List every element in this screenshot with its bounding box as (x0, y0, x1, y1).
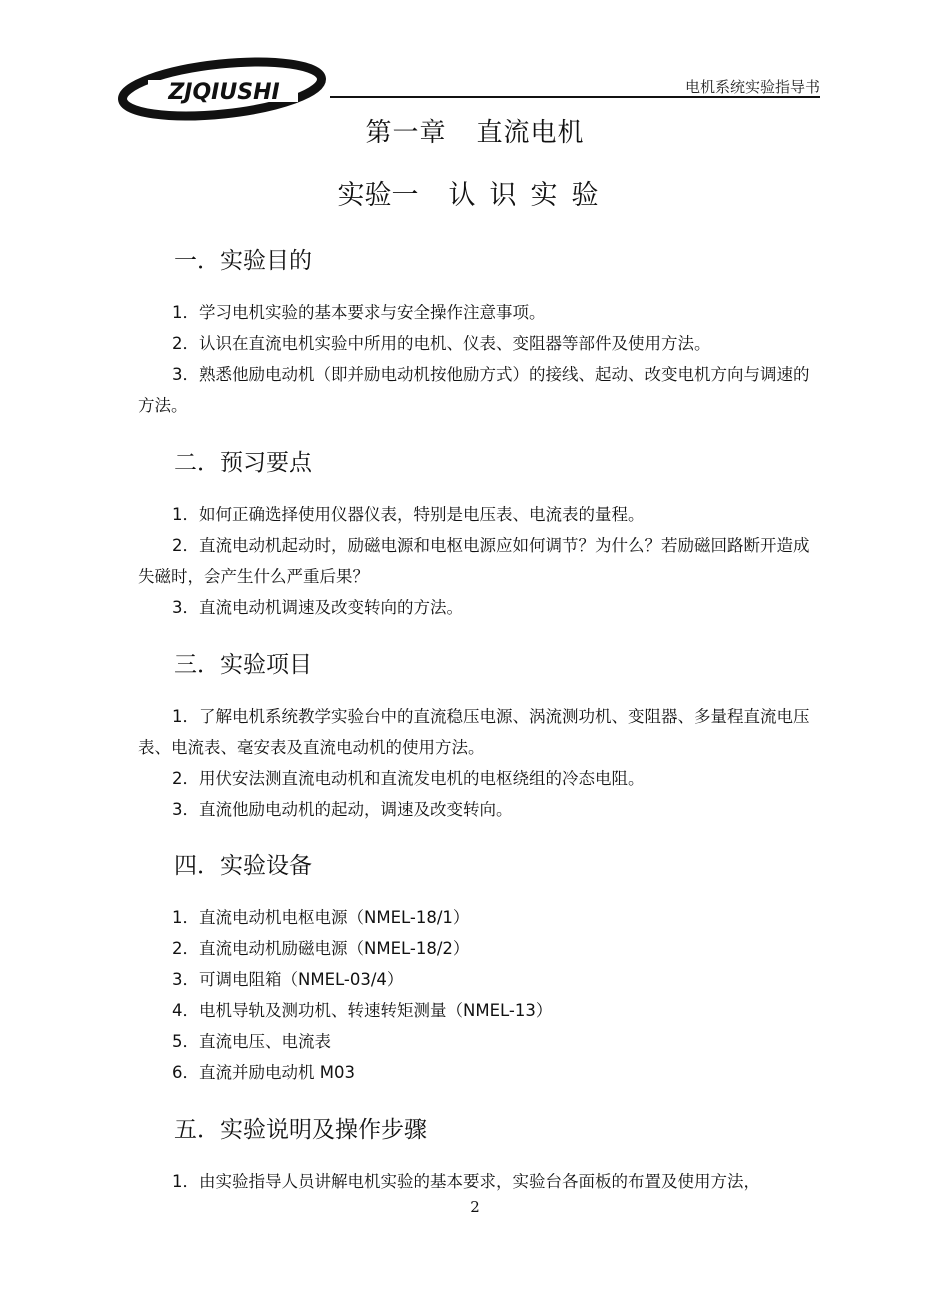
paragraph: 2．直流电动机起动时，励磁电源和电枢电源应如何调节？为什么？若励磁回路断开造成失磁时，会产生什么严重后果？ (138, 536, 810, 586)
section-heading: 二．预习要点 (174, 450, 312, 476)
paragraph: 2．认识在直流电机实验中所用的电机、仪表、变阻器等部件及使用方法。 (172, 334, 711, 353)
equipment-item: 3．可调电阻箱（NMEL-03/4） (172, 970, 404, 989)
paragraph: 3．熟悉他励电动机（即并励电动机按他励方式）的接线、起动、改变电机方向与调速的方法。 (138, 365, 810, 415)
paragraph: 2．用伏安法测直流电动机和直流发电机的电枢绕组的冷态电阻。 (172, 769, 645, 788)
paragraph: 1．如何正确选择使用仪器仪表，特别是电压表、电流表的量程。 (172, 505, 645, 524)
paragraph: 1．学习电机实验的基本要求与安全操作注意事项。 (172, 303, 546, 322)
equipment-item: 6．直流并励电动机 M03 (172, 1063, 355, 1082)
section-heading: 三．实验项目 (174, 652, 312, 678)
paragraph: 3．直流电动机调速及改变转向的方法。 (172, 598, 463, 617)
section-heading: 四．实验设备 (174, 853, 312, 879)
header-rule (330, 96, 820, 98)
equipment-item: 5．直流电压、电流表 (172, 1032, 331, 1051)
section-heading: 一．实验目的 (174, 248, 312, 274)
page-number: 2 (470, 1198, 480, 1216)
chapter-name: 直流电机 (476, 118, 585, 148)
experiment-name: 认识实验 (448, 180, 613, 211)
chapter-title (0, 112, 950, 149)
chapter-number: 第一章 (365, 118, 447, 148)
equipment-item: 2．直流电动机励磁电源（NMEL-18/2） (172, 939, 470, 958)
equipment-item: 4．电机导轨及测功机、转速转矩测量（NMEL-13） (172, 1001, 553, 1020)
experiment-title (0, 173, 950, 212)
paragraph: 1．了解电机系统教学实验台中的直流稳压电源、涡流测功机、变阻器、多量程直流电压表、电流表、毫安表及直流电动机的使用方法。 (138, 707, 810, 757)
section-heading: 五．实验说明及操作步骤 (174, 1117, 427, 1143)
paragraph: 1．由实验指导人员讲解电机实验的基本要求，实验台各面板的布置及使用方法， (172, 1172, 760, 1191)
svg-text:ZJQIUSHI: ZJQIUSHI (168, 80, 280, 105)
experiment-number: 实验一 (337, 180, 419, 211)
equipment-item: 1．直流电动机电枢电源（NMEL-18/1） (172, 908, 470, 927)
book-title: 电机系统实验指导书 (684, 78, 820, 96)
paragraph: 3．直流他励电动机的起动，调速及改变转向。 (172, 800, 513, 819)
